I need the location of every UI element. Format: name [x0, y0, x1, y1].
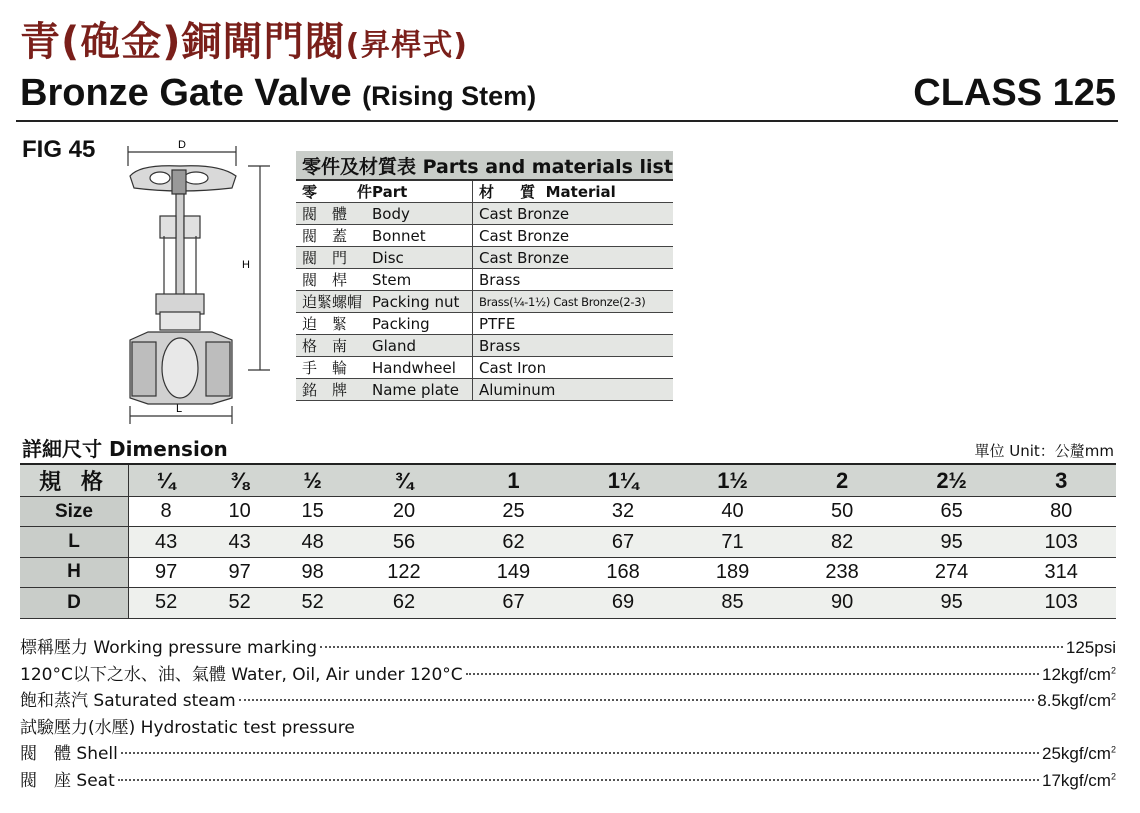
parts-col-material — [473, 180, 673, 203]
col-material-zh-b: 質 — [520, 183, 536, 201]
dim-cell: 67 — [568, 527, 678, 557]
part-material: Cast Iron — [473, 357, 673, 379]
dim-cell: 43 — [129, 527, 204, 557]
row-label: Size — [20, 497, 129, 527]
part-material: Cast Bronze — [473, 247, 673, 269]
part-material: Cast Bronze — [473, 203, 673, 225]
dim-cell: 32 — [568, 497, 678, 527]
dim-cell: 90 — [787, 588, 897, 618]
parts-row — [296, 313, 673, 335]
spec-label: 閥 座 Seat — [20, 770, 115, 791]
dim-l-label: L — [176, 403, 183, 415]
dim-cell: 314 — [1006, 557, 1116, 587]
dim-cell: 50 — [787, 497, 897, 527]
dim-cell: 62 — [459, 527, 569, 557]
part-zh: 閥 蓋 — [302, 227, 348, 245]
dimension-table — [20, 463, 1116, 619]
dim-cell: 56 — [349, 527, 459, 557]
size-header-label: 規 格 — [20, 464, 129, 497]
dim-cell: 52 — [203, 588, 276, 618]
dim-cell: 274 — [897, 557, 1007, 587]
part-en: Handwheel — [372, 359, 456, 377]
parts-row — [296, 379, 673, 401]
dim-cell: 48 — [276, 527, 349, 557]
part-zh: 迫緊螺帽 — [302, 293, 363, 311]
spec-label: 120°C以下之水、油、氣體 Water, Oil, Air under 120°C — [20, 664, 463, 685]
size-cell: 1¼ — [568, 464, 678, 497]
dim-cell: 82 — [787, 527, 897, 557]
dim-cell: 238 — [787, 557, 897, 587]
dim-cell: 20 — [349, 497, 459, 527]
dim-cell: 52 — [129, 588, 204, 618]
dim-cell: 67 — [459, 588, 569, 618]
dim-cell: 103 — [1006, 588, 1116, 618]
part-material: PTFE — [473, 313, 673, 335]
header-divider — [16, 120, 1118, 122]
size-cell: 2 — [787, 464, 897, 497]
parts-row — [296, 203, 673, 225]
dim-cell: 8 — [129, 497, 204, 527]
dim-h-label: H — [242, 259, 250, 271]
size-cell: ¾ — [349, 464, 459, 497]
parts-row — [296, 357, 673, 379]
parts-table-title: 零件及材質表 Parts and materials list — [296, 151, 673, 180]
spec-row — [20, 766, 1116, 793]
size-cell: 1½ — [678, 464, 788, 497]
col-part-en: Part — [372, 183, 408, 201]
dim-cell: 122 — [349, 557, 459, 587]
dim-d-label: D — [178, 139, 186, 151]
spec-row — [20, 739, 1116, 766]
spec-row — [20, 633, 1116, 660]
spec-label: 試驗壓力(水壓) Hydrostatic test pressure — [20, 717, 355, 738]
pressure-specs — [20, 633, 1116, 792]
part-zh: 銘 牌 — [302, 381, 348, 399]
part-en: Packing — [372, 315, 430, 333]
part-en: Packing nut — [372, 293, 460, 311]
dim-cell: 25 — [459, 497, 569, 527]
size-cell: ½ — [276, 464, 349, 497]
dim-cell: 10 — [203, 497, 276, 527]
dim-cell: 98 — [276, 557, 349, 587]
dim-cell: 85 — [678, 588, 788, 618]
spec-value: $25kgf/cm^2$ — [1042, 744, 1116, 763]
figure-label: FIG 45 — [22, 136, 96, 163]
dim-cell: 52 — [276, 588, 349, 618]
size-cell: 1 — [459, 464, 569, 497]
spec-label: 閥 體 Shell — [20, 744, 118, 764]
dim-cell: 149 — [459, 557, 569, 587]
dim-cell: 95 — [897, 588, 1007, 618]
leader-dots — [121, 752, 1039, 754]
parts-row — [296, 291, 673, 313]
col-material-en: Material — [545, 183, 616, 201]
parts-row — [296, 225, 673, 247]
dimension-title: 詳細尺寸 Dimension — [22, 437, 228, 461]
dim-cell: 168 — [568, 557, 678, 587]
leader-dots — [118, 779, 1039, 781]
leader-dots — [239, 699, 1035, 701]
dim-cell: 97 — [129, 557, 204, 587]
dim-cell: 40 — [678, 497, 788, 527]
part-material: Aluminum — [473, 379, 673, 401]
page-title-english — [20, 72, 536, 115]
row-label: H — [20, 557, 129, 587]
title-zh-main: 青(砲金)銅閘門閥 — [20, 19, 346, 65]
unit-label: 單位 Unit：公釐mm — [974, 442, 1114, 460]
leader-dots — [466, 673, 1039, 675]
part-zh: 手 輪 — [302, 359, 348, 377]
spec-label: 飽和蒸汽 Saturated steam — [20, 691, 236, 711]
size-cell: ⅜ — [203, 464, 276, 497]
spec-row — [20, 686, 1116, 713]
dim-cell: 95 — [897, 527, 1007, 557]
dim-cell: 69 — [568, 588, 678, 618]
part-zh: 格 南 — [302, 337, 348, 355]
size-header-row — [20, 464, 1116, 497]
col-part-zh-a: 零 — [302, 183, 318, 201]
part-material: Brass — [473, 269, 673, 291]
spec-value: $12kgf/cm^2$ — [1042, 664, 1116, 684]
dim-cell: 103 — [1006, 527, 1116, 557]
title-en-suffix: (Rising Stem) — [362, 81, 537, 111]
part-material: Brass — [473, 335, 673, 357]
dim-cell: 43 — [203, 527, 276, 557]
parts-row — [296, 335, 673, 357]
pressure-class-label: CLASS 125 — [913, 72, 1116, 114]
parts-table-header-row — [296, 180, 673, 203]
part-en: Name plate — [372, 381, 460, 399]
dimension-row-l — [20, 527, 1116, 557]
col-material-zh-a: 材 — [479, 183, 495, 201]
spec-value: $17kgf/cm^2$ — [1042, 770, 1116, 790]
page-title-chinese — [20, 10, 468, 67]
dimension-row-size — [20, 497, 1116, 527]
part-en: Stem — [372, 271, 412, 289]
size-cell: 3 — [1006, 464, 1116, 497]
title-en-main: Bronze Gate Valve — [20, 72, 352, 114]
dim-cell: 71 — [678, 527, 788, 557]
dimension-row-h — [20, 557, 1116, 587]
part-en: Bonnet — [372, 227, 426, 245]
spec-label: 標稱壓力 Working pressure marking — [20, 638, 318, 658]
part-zh: 閥 體 — [302, 205, 348, 223]
parts-materials-table — [296, 151, 673, 401]
dim-cell: 15 — [276, 497, 349, 527]
size-cell: ¼ — [129, 464, 204, 497]
dim-cell: 189 — [678, 557, 788, 587]
part-material: Cast Bronze — [473, 225, 673, 247]
part-zh: 閥 桿 — [302, 271, 348, 289]
part-en: Gland — [372, 337, 417, 355]
part-material: Brass(¼-1½) Cast Bronze(2-3) — [473, 291, 673, 313]
part-en: Body — [372, 205, 410, 223]
parts-table-title-row — [296, 151, 673, 180]
dimension-row-d — [20, 588, 1116, 618]
spec-value: 125psi — [1065, 638, 1116, 657]
valve-drawing — [120, 136, 280, 426]
part-zh: 迫 緊 — [302, 315, 348, 333]
dim-cell: 97 — [203, 557, 276, 587]
part-en: Disc — [372, 249, 404, 267]
title-zh-suffix: (昇桿式) — [345, 28, 468, 63]
size-cell: 2½ — [897, 464, 1007, 497]
row-label: L — [20, 527, 129, 557]
parts-row — [296, 247, 673, 269]
spec-row — [20, 713, 1116, 740]
dim-cell: 80 — [1006, 497, 1116, 527]
spec-row — [20, 660, 1116, 687]
col-part-zh-b: 件 — [357, 183, 373, 201]
part-zh: 閥 門 — [302, 249, 348, 267]
leader-dots — [320, 646, 1063, 648]
dim-cell: 65 — [897, 497, 1007, 527]
parts-row — [296, 269, 673, 291]
spec-value: $8.5kgf/cm^2$ — [1037, 691, 1116, 710]
row-label: D — [20, 588, 129, 618]
parts-col-part — [296, 180, 473, 203]
dim-cell: 62 — [349, 588, 459, 618]
